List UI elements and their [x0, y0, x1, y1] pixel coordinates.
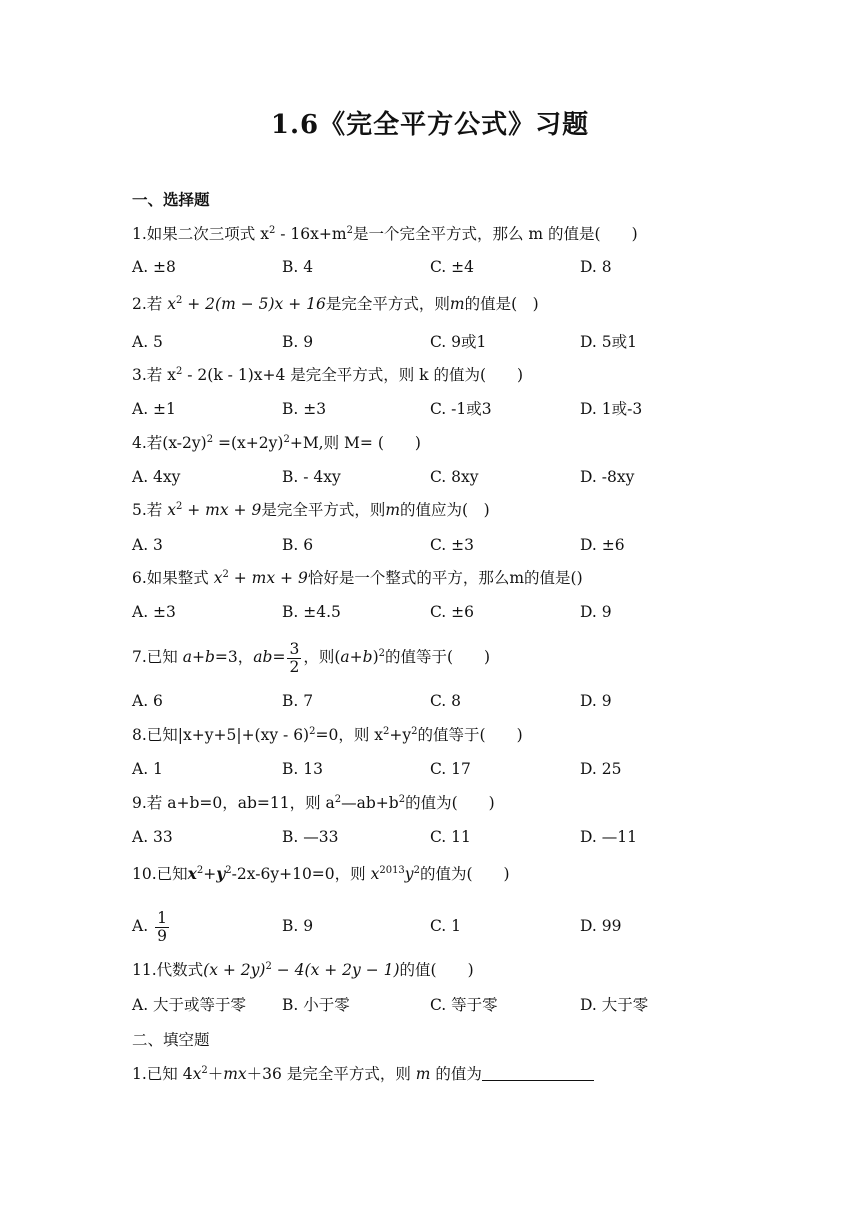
- option-b[interactable]: B. 9: [282, 917, 314, 935]
- option-c[interactable]: C. 8: [430, 692, 462, 710]
- question-10-options: [132, 904, 732, 948]
- option-c[interactable]: C. 17: [430, 760, 471, 778]
- option-d[interactable]: D. 9: [580, 603, 612, 621]
- page-title: 1.6《完全平方公式》习题: [270, 110, 590, 140]
- option-b[interactable]: B. 7: [282, 692, 314, 710]
- fraction-three-halves: $\frac{3}{2}$: [289, 639, 300, 676]
- question-1-options: [132, 256, 732, 278]
- fraction-one-ninth: $\frac{1}{9}$: [157, 908, 167, 945]
- option-a[interactable]: A. ±3: [132, 603, 176, 621]
- question-9-options: [132, 826, 732, 848]
- section-heading-choice: 一、选择题: [132, 190, 210, 209]
- option-d[interactable]: D. —11: [580, 828, 637, 846]
- option-a[interactable]: A. 3: [132, 536, 163, 554]
- option-d[interactable]: D. 大于零: [580, 996, 649, 1014]
- option-b[interactable]: B. —33: [282, 828, 339, 846]
- option-d[interactable]: D. 9: [580, 692, 612, 710]
- question-3: 3.若 $x^2 - 2(k - 1)x+4$ 是完全平方式，则 k 的值为( ): [132, 366, 524, 384]
- question-10: 10.已知$x^2+y^2-2x-6y+10=0$，则 $x^{2013}y^2$的值为( ): [132, 864, 510, 883]
- question-6-options: [132, 601, 732, 623]
- question-1: 1.如果二次三项式 $x^2 - 16x+m^2$是一个完全平方式，那么 m 的值是( ): [132, 225, 638, 243]
- option-d[interactable]: D. 5或1: [580, 333, 637, 351]
- option-a[interactable]: A. 33: [132, 828, 173, 846]
- option-a[interactable]: A. $\frac{1}{9}$: [132, 908, 167, 945]
- question-11: 11.代数式$(x + 2y)^2 - 4(x + 2y - 1)$的值( ): [132, 961, 474, 979]
- option-d[interactable]: D. -8xy: [580, 468, 635, 486]
- option-b[interactable]: B. 6: [282, 536, 314, 554]
- option-b[interactable]: B. ±4.5: [282, 603, 341, 621]
- option-a[interactable]: A. 大于或等于零: [132, 996, 247, 1014]
- question-7: 7.已知 a+b=3，ab= $\frac{3}{2}$ ，则$(a+b)^2$的值等于( ): [132, 639, 491, 676]
- question-3-options: [132, 398, 732, 420]
- section-heading-fill: 二、填空题: [132, 1031, 210, 1049]
- question-2-options: [132, 331, 732, 353]
- question-11-options: [132, 994, 732, 1016]
- option-c[interactable]: C. ±6: [430, 603, 475, 621]
- option-b[interactable]: B. 9: [282, 333, 314, 351]
- option-a[interactable]: A. 1: [132, 760, 163, 778]
- option-b[interactable]: B. 4: [282, 258, 314, 276]
- option-c[interactable]: C. 8xy: [430, 468, 479, 486]
- option-c[interactable]: C. 1: [430, 917, 462, 935]
- option-b[interactable]: B. ±3: [282, 400, 327, 418]
- option-c[interactable]: C. ±4: [430, 258, 475, 276]
- answer-blank[interactable]: [482, 1066, 594, 1081]
- option-d[interactable]: D. 1或-3: [580, 400, 643, 418]
- option-b[interactable]: B. 13: [282, 760, 323, 778]
- option-d[interactable]: D. ±6: [580, 536, 625, 554]
- option-b[interactable]: B. 小于零: [282, 996, 350, 1014]
- question-8-options: [132, 758, 732, 780]
- option-a[interactable]: A. 6: [132, 692, 163, 710]
- option-d[interactable]: D. 8: [580, 258, 612, 276]
- option-b[interactable]: B. - 4xy: [282, 468, 341, 486]
- question-4: 4.若$(x-2y)^2 =(x+2y)^2+M$,则 M= ( ): [132, 434, 421, 452]
- question-6: 6.如果整式 $x^2$ + mx + 9恰好是一个整式的平方，那么m的值是(): [132, 569, 583, 587]
- question-2: 2.若 $x^2 + 2(m - 5)x + 16$是完全平方式，则m的值是( ): [132, 295, 539, 313]
- option-a[interactable]: A. ±1: [132, 400, 176, 418]
- option-c[interactable]: C. 11: [430, 828, 471, 846]
- question-5-options: [132, 534, 732, 556]
- option-a[interactable]: A. 5: [132, 333, 163, 351]
- question-4-options: [132, 466, 732, 488]
- option-c[interactable]: C. 等于零: [430, 996, 498, 1014]
- option-d[interactable]: D. 25: [580, 760, 622, 778]
- option-c[interactable]: C. 9或1: [430, 333, 487, 351]
- question-5: 5.若 $x^2$ + mx + 9是完全平方式，则m的值应为( ): [132, 501, 490, 519]
- option-a[interactable]: A. ±8: [132, 258, 176, 276]
- fill-question-1: 1.已知 $4x^2+mx+36$ 是完全平方式，则 m 的值为: [132, 1064, 594, 1084]
- option-a[interactable]: A. 4xy: [132, 468, 181, 486]
- question-8: 8.已知|x+y+5|+(xy - 6)$^2$=0，则 $x^2+y^2$的值等于( ): [132, 726, 523, 744]
- question-7-options: [132, 690, 732, 712]
- option-c[interactable]: C. ±3: [430, 536, 475, 554]
- option-d[interactable]: D. 99: [580, 917, 622, 935]
- option-c[interactable]: C. -1或3: [430, 400, 492, 418]
- question-9: 9.若 a+b=0，ab=11，则 $a^2—ab+b^2$的值为( ): [132, 794, 495, 812]
